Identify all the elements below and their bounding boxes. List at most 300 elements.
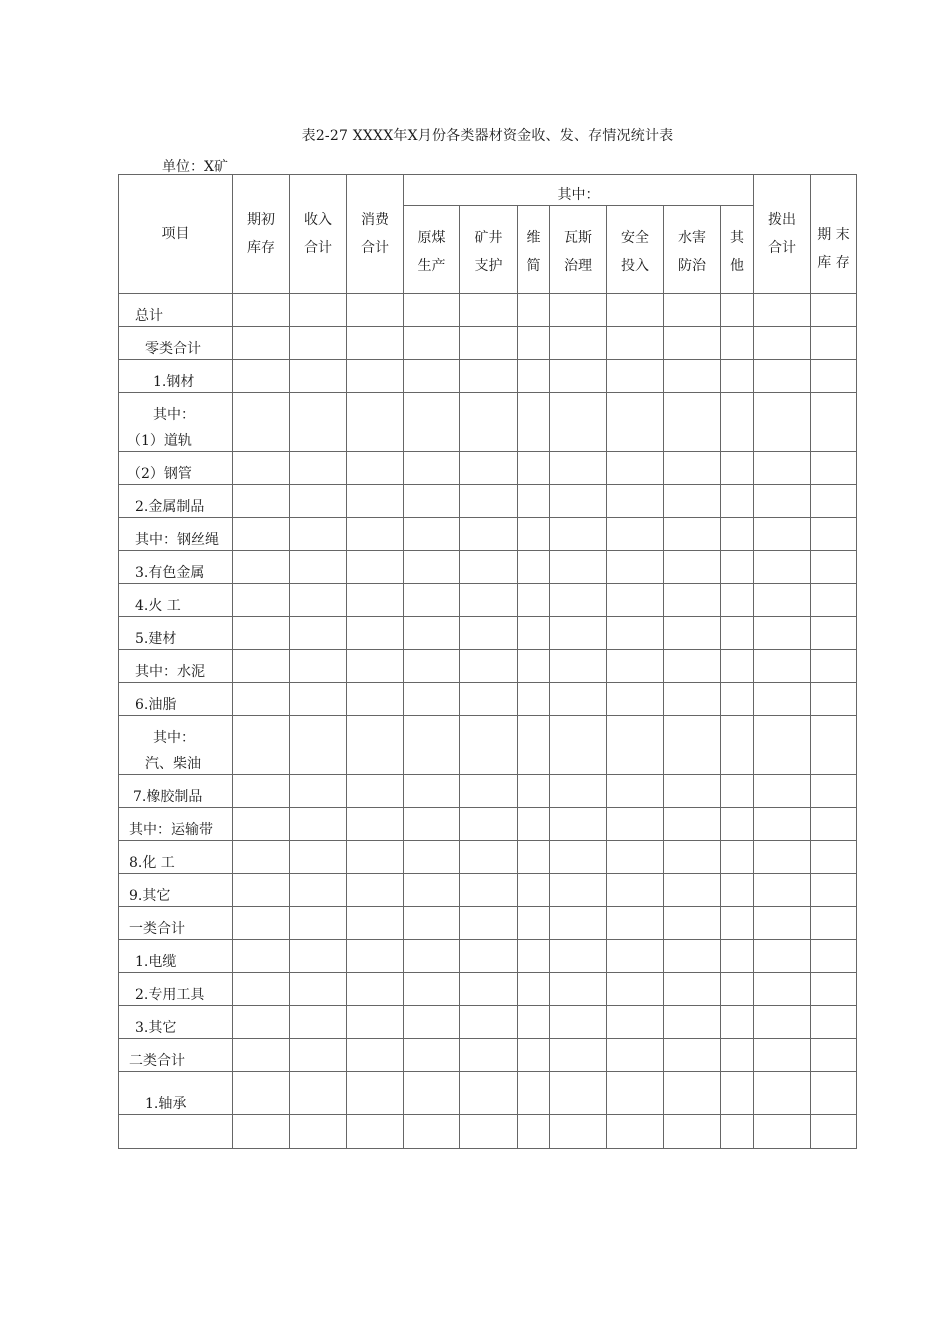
value-cell[interactable]: [518, 1115, 550, 1149]
value-cell[interactable]: [460, 1039, 518, 1072]
value-cell[interactable]: [754, 294, 811, 327]
value-cell[interactable]: [460, 294, 518, 327]
value-cell[interactable]: [607, 1072, 664, 1115]
value-cell[interactable]: [607, 1115, 664, 1149]
value-cell[interactable]: [664, 518, 721, 551]
value-cell[interactable]: [754, 841, 811, 874]
value-cell[interactable]: [518, 808, 550, 841]
value-cell[interactable]: [404, 551, 460, 584]
value-cell[interactable]: [460, 841, 518, 874]
value-cell[interactable]: [550, 551, 607, 584]
value-cell[interactable]: [754, 327, 811, 360]
value-cell[interactable]: [460, 485, 518, 518]
value-cell[interactable]: [518, 294, 550, 327]
value-cell[interactable]: [347, 775, 404, 808]
value-cell[interactable]: [721, 485, 754, 518]
value-cell[interactable]: [607, 940, 664, 973]
value-cell[interactable]: [290, 452, 347, 485]
value-cell[interactable]: [233, 360, 290, 393]
value-cell[interactable]: [518, 874, 550, 907]
value-cell[interactable]: [290, 808, 347, 841]
value-cell[interactable]: [518, 907, 550, 940]
value-cell[interactable]: [721, 1006, 754, 1039]
value-cell[interactable]: [550, 1006, 607, 1039]
value-cell[interactable]: [664, 683, 721, 716]
value-cell[interactable]: [811, 452, 857, 485]
value-cell[interactable]: [754, 907, 811, 940]
value-cell[interactable]: [754, 808, 811, 841]
value-cell[interactable]: [347, 294, 404, 327]
value-cell[interactable]: [811, 1115, 857, 1149]
value-cell[interactable]: [290, 551, 347, 584]
value-cell[interactable]: [754, 1072, 811, 1115]
value-cell[interactable]: [754, 452, 811, 485]
value-cell[interactable]: [664, 940, 721, 973]
value-cell[interactable]: [347, 874, 404, 907]
row-label-cell: [119, 617, 233, 650]
value-cell[interactable]: [404, 841, 460, 874]
value-cell[interactable]: [721, 551, 754, 584]
value-cell[interactable]: [607, 907, 664, 940]
value-cell[interactable]: [550, 485, 607, 518]
value-cell[interactable]: [811, 1006, 857, 1039]
value-cell[interactable]: [664, 452, 721, 485]
value-cell[interactable]: [754, 1006, 811, 1039]
value-cell[interactable]: [664, 808, 721, 841]
value-cell[interactable]: [347, 940, 404, 973]
value-cell[interactable]: [550, 716, 607, 775]
value-cell[interactable]: [233, 518, 290, 551]
value-cell[interactable]: [550, 327, 607, 360]
value-cell[interactable]: [347, 327, 404, 360]
value-cell[interactable]: [290, 650, 347, 683]
value-cell[interactable]: [404, 1039, 460, 1072]
value-cell[interactable]: [460, 360, 518, 393]
value-cell[interactable]: [233, 650, 290, 683]
value-cell[interactable]: [518, 327, 550, 360]
value-cell[interactable]: [347, 683, 404, 716]
value-cell[interactable]: [347, 1039, 404, 1072]
value-cell[interactable]: [721, 650, 754, 683]
value-cell[interactable]: [754, 683, 811, 716]
row-label-second-line: 汽、柴油: [145, 756, 201, 772]
value-cell[interactable]: [550, 617, 607, 650]
value-cell[interactable]: [404, 1006, 460, 1039]
value-cell[interactable]: [664, 841, 721, 874]
value-cell[interactable]: [460, 1072, 518, 1115]
value-cell[interactable]: [811, 808, 857, 841]
value-cell[interactable]: [754, 1115, 811, 1149]
value-cell[interactable]: [754, 518, 811, 551]
value-cell[interactable]: [290, 683, 347, 716]
value-cell[interactable]: [518, 775, 550, 808]
value-cell[interactable]: [721, 360, 754, 393]
value-cell[interactable]: [721, 683, 754, 716]
value-cell[interactable]: [404, 518, 460, 551]
value-cell[interactable]: [347, 485, 404, 518]
value-cell[interactable]: [607, 485, 664, 518]
header-mine-support-line1: 矿井: [474, 229, 503, 246]
value-cell[interactable]: [347, 360, 404, 393]
value-cell[interactable]: [518, 485, 550, 518]
value-cell[interactable]: [607, 775, 664, 808]
value-cell[interactable]: [721, 716, 754, 775]
value-cell[interactable]: [754, 775, 811, 808]
value-cell[interactable]: [607, 327, 664, 360]
row-label: 3.其它: [135, 1020, 177, 1036]
value-cell[interactable]: [811, 940, 857, 973]
value-cell[interactable]: [721, 874, 754, 907]
value-cell[interactable]: [607, 650, 664, 683]
value-cell[interactable]: [233, 617, 290, 650]
value-cell[interactable]: [233, 1115, 290, 1149]
value-cell[interactable]: [607, 1039, 664, 1072]
value-cell[interactable]: [233, 1006, 290, 1039]
value-cell[interactable]: [664, 874, 721, 907]
value-cell[interactable]: [607, 294, 664, 327]
value-cell[interactable]: [404, 940, 460, 973]
value-cell[interactable]: [811, 907, 857, 940]
value-cell[interactable]: [754, 393, 811, 452]
row-label-cell: [119, 650, 233, 683]
value-cell[interactable]: [550, 1072, 607, 1115]
value-cell[interactable]: [550, 973, 607, 1006]
value-cell[interactable]: [233, 874, 290, 907]
value-cell[interactable]: [721, 940, 754, 973]
value-cell[interactable]: [233, 683, 290, 716]
value-cell[interactable]: [550, 650, 607, 683]
value-cell[interactable]: [607, 360, 664, 393]
value-cell[interactable]: [404, 683, 460, 716]
value-cell[interactable]: [347, 973, 404, 1006]
value-cell[interactable]: [290, 360, 347, 393]
value-cell[interactable]: [664, 775, 721, 808]
value-cell[interactable]: [664, 1115, 721, 1149]
value-cell[interactable]: [233, 584, 290, 617]
value-cell[interactable]: [721, 584, 754, 617]
value-cell[interactable]: [460, 518, 518, 551]
value-cell[interactable]: [347, 907, 404, 940]
value-cell[interactable]: [664, 485, 721, 518]
value-cell[interactable]: [811, 551, 857, 584]
value-cell[interactable]: [811, 650, 857, 683]
value-cell[interactable]: [607, 1006, 664, 1039]
value-cell[interactable]: [460, 1115, 518, 1149]
value-cell[interactable]: [607, 518, 664, 551]
value-cell[interactable]: [550, 683, 607, 716]
value-cell[interactable]: [811, 973, 857, 1006]
value-cell[interactable]: [664, 551, 721, 584]
value-cell[interactable]: [460, 650, 518, 683]
value-cell[interactable]: [233, 1072, 290, 1115]
value-cell[interactable]: [664, 617, 721, 650]
value-cell[interactable]: [811, 716, 857, 775]
value-cell[interactable]: [811, 841, 857, 874]
value-cell[interactable]: [290, 973, 347, 1006]
value-cell[interactable]: [518, 973, 550, 1006]
value-cell[interactable]: [664, 327, 721, 360]
value-cell[interactable]: [404, 485, 460, 518]
value-cell[interactable]: [233, 327, 290, 360]
value-cell[interactable]: [518, 393, 550, 452]
value-cell[interactable]: [347, 841, 404, 874]
value-cell[interactable]: [754, 485, 811, 518]
value-cell[interactable]: [233, 841, 290, 874]
value-cell[interactable]: [233, 1039, 290, 1072]
value-cell[interactable]: [290, 518, 347, 551]
value-cell[interactable]: [550, 294, 607, 327]
value-cell[interactable]: [518, 1072, 550, 1115]
value-cell[interactable]: [460, 716, 518, 775]
value-cell[interactable]: [347, 551, 404, 584]
value-cell[interactable]: [460, 808, 518, 841]
value-cell[interactable]: [518, 841, 550, 874]
value-cell[interactable]: [290, 1072, 347, 1115]
value-cell[interactable]: [233, 393, 290, 452]
value-cell[interactable]: [290, 294, 347, 327]
value-cell[interactable]: [347, 1006, 404, 1039]
value-cell[interactable]: [404, 1115, 460, 1149]
value-cell[interactable]: [518, 1006, 550, 1039]
value-cell[interactable]: [347, 518, 404, 551]
value-cell[interactable]: [347, 617, 404, 650]
value-cell[interactable]: [404, 393, 460, 452]
value-cell[interactable]: [664, 907, 721, 940]
value-cell[interactable]: [518, 1039, 550, 1072]
value-cell[interactable]: [721, 808, 754, 841]
value-cell[interactable]: [607, 716, 664, 775]
value-cell[interactable]: [811, 393, 857, 452]
value-cell[interactable]: [721, 518, 754, 551]
value-cell[interactable]: [550, 452, 607, 485]
value-cell[interactable]: [754, 973, 811, 1006]
value-cell[interactable]: [404, 716, 460, 775]
value-cell[interactable]: [607, 841, 664, 874]
value-cell[interactable]: [664, 716, 721, 775]
value-cell[interactable]: [550, 584, 607, 617]
value-cell[interactable]: [233, 551, 290, 584]
value-cell[interactable]: [460, 775, 518, 808]
value-cell[interactable]: [518, 716, 550, 775]
value-cell[interactable]: [664, 294, 721, 327]
value-cell[interactable]: [664, 1039, 721, 1072]
value-cell[interactable]: [607, 874, 664, 907]
value-cell[interactable]: [347, 716, 404, 775]
value-cell[interactable]: [550, 940, 607, 973]
value-cell[interactable]: [811, 294, 857, 327]
value-cell[interactable]: [754, 650, 811, 683]
value-cell[interactable]: [518, 940, 550, 973]
row-label-cell: [119, 907, 233, 940]
value-cell[interactable]: [290, 940, 347, 973]
value-cell[interactable]: [811, 327, 857, 360]
value-cell[interactable]: [811, 1072, 857, 1115]
value-cell[interactable]: [721, 393, 754, 452]
value-cell[interactable]: [721, 327, 754, 360]
value-cell[interactable]: [290, 584, 347, 617]
value-cell[interactable]: [460, 907, 518, 940]
value-cell[interactable]: [550, 1039, 607, 1072]
value-cell[interactable]: [607, 452, 664, 485]
value-cell[interactable]: [233, 973, 290, 1006]
header-opening-stock-line1: 期初: [247, 212, 275, 228]
value-cell[interactable]: [754, 874, 811, 907]
value-cell[interactable]: [233, 940, 290, 973]
value-cell[interactable]: [607, 683, 664, 716]
value-cell[interactable]: [664, 584, 721, 617]
value-cell[interactable]: [404, 973, 460, 1006]
value-cell[interactable]: [460, 393, 518, 452]
value-cell[interactable]: [664, 360, 721, 393]
value-cell[interactable]: [460, 940, 518, 973]
value-cell[interactable]: [754, 617, 811, 650]
value-cell[interactable]: [607, 393, 664, 452]
value-cell[interactable]: [607, 808, 664, 841]
value-cell[interactable]: [290, 907, 347, 940]
value-cell[interactable]: [518, 452, 550, 485]
value-cell[interactable]: [550, 1115, 607, 1149]
value-cell[interactable]: [721, 452, 754, 485]
value-cell[interactable]: [721, 1039, 754, 1072]
value-cell[interactable]: [518, 551, 550, 584]
value-cell[interactable]: [290, 617, 347, 650]
value-cell[interactable]: [721, 1115, 754, 1149]
value-cell[interactable]: [721, 907, 754, 940]
value-cell[interactable]: [721, 1072, 754, 1115]
value-cell[interactable]: [550, 518, 607, 551]
value-cell[interactable]: [460, 452, 518, 485]
value-cell[interactable]: [460, 973, 518, 1006]
value-cell[interactable]: [811, 683, 857, 716]
value-cell[interactable]: [404, 1072, 460, 1115]
value-cell[interactable]: [664, 650, 721, 683]
value-cell[interactable]: [460, 683, 518, 716]
value-cell[interactable]: [607, 551, 664, 584]
value-cell[interactable]: [460, 874, 518, 907]
value-cell[interactable]: [290, 1006, 347, 1039]
value-cell[interactable]: [518, 518, 550, 551]
value-cell[interactable]: [518, 360, 550, 393]
value-cell[interactable]: [811, 1039, 857, 1072]
value-cell[interactable]: [404, 360, 460, 393]
value-cell[interactable]: [721, 841, 754, 874]
value-cell[interactable]: [721, 294, 754, 327]
value-cell[interactable]: [460, 1006, 518, 1039]
value-cell[interactable]: [347, 393, 404, 452]
value-cell[interactable]: [233, 452, 290, 485]
value-cell[interactable]: [233, 485, 290, 518]
value-cell[interactable]: [721, 775, 754, 808]
value-cell[interactable]: [404, 584, 460, 617]
value-cell[interactable]: [721, 617, 754, 650]
value-cell[interactable]: [754, 1039, 811, 1072]
value-cell[interactable]: [754, 716, 811, 775]
value-cell[interactable]: [290, 874, 347, 907]
value-cell[interactable]: [404, 327, 460, 360]
value-cell[interactable]: [233, 294, 290, 327]
value-cell[interactable]: [664, 973, 721, 1006]
value-cell[interactable]: [607, 973, 664, 1006]
value-cell[interactable]: [404, 775, 460, 808]
value-cell[interactable]: [811, 485, 857, 518]
row-label: 9.其它: [129, 888, 171, 904]
value-cell[interactable]: [347, 808, 404, 841]
value-cell[interactable]: [404, 907, 460, 940]
value-cell[interactable]: [290, 1039, 347, 1072]
value-cell[interactable]: [664, 1072, 721, 1115]
value-cell[interactable]: [754, 940, 811, 973]
value-cell[interactable]: [664, 1006, 721, 1039]
value-cell[interactable]: [811, 584, 857, 617]
value-cell[interactable]: [550, 393, 607, 452]
value-cell[interactable]: [550, 907, 607, 940]
value-cell[interactable]: [754, 584, 811, 617]
value-cell[interactable]: [404, 874, 460, 907]
value-cell[interactable]: [550, 874, 607, 907]
value-cell[interactable]: [290, 485, 347, 518]
value-cell[interactable]: [404, 294, 460, 327]
value-cell[interactable]: [607, 584, 664, 617]
value-cell[interactable]: [233, 716, 290, 775]
value-cell[interactable]: [811, 617, 857, 650]
value-cell[interactable]: [460, 327, 518, 360]
value-cell[interactable]: [290, 1115, 347, 1149]
value-cell[interactable]: [404, 650, 460, 683]
value-cell[interactable]: [460, 617, 518, 650]
value-cell[interactable]: [290, 327, 347, 360]
value-cell[interactable]: [664, 393, 721, 452]
value-cell[interactable]: [811, 518, 857, 551]
value-cell[interactable]: [233, 907, 290, 940]
value-cell[interactable]: [518, 617, 550, 650]
statistics-table: [118, 174, 857, 1149]
value-cell[interactable]: [290, 716, 347, 775]
value-cell[interactable]: [460, 551, 518, 584]
value-cell[interactable]: [550, 808, 607, 841]
value-cell[interactable]: [290, 393, 347, 452]
value-cell[interactable]: [550, 841, 607, 874]
value-cell[interactable]: [233, 775, 290, 808]
value-cell[interactable]: [550, 775, 607, 808]
value-cell[interactable]: [550, 360, 607, 393]
value-cell[interactable]: [754, 360, 811, 393]
value-cell[interactable]: [347, 650, 404, 683]
value-cell[interactable]: [607, 617, 664, 650]
value-cell[interactable]: [290, 841, 347, 874]
value-cell[interactable]: [347, 1072, 404, 1115]
value-cell[interactable]: [754, 551, 811, 584]
value-cell[interactable]: [518, 584, 550, 617]
value-cell[interactable]: [404, 617, 460, 650]
value-cell[interactable]: [518, 650, 550, 683]
value-cell[interactable]: [347, 452, 404, 485]
value-cell[interactable]: [811, 360, 857, 393]
value-cell[interactable]: [460, 584, 518, 617]
value-cell[interactable]: [404, 452, 460, 485]
value-cell[interactable]: [290, 775, 347, 808]
table-row: [119, 716, 857, 775]
value-cell[interactable]: [404, 808, 460, 841]
value-cell[interactable]: [811, 775, 857, 808]
value-cell[interactable]: [233, 808, 290, 841]
value-cell[interactable]: [347, 584, 404, 617]
value-cell[interactable]: [721, 973, 754, 1006]
value-cell[interactable]: [518, 683, 550, 716]
header-item: [119, 175, 233, 294]
row-label: 1.电缆: [135, 954, 177, 970]
value-cell[interactable]: [347, 1115, 404, 1149]
value-cell[interactable]: [811, 874, 857, 907]
